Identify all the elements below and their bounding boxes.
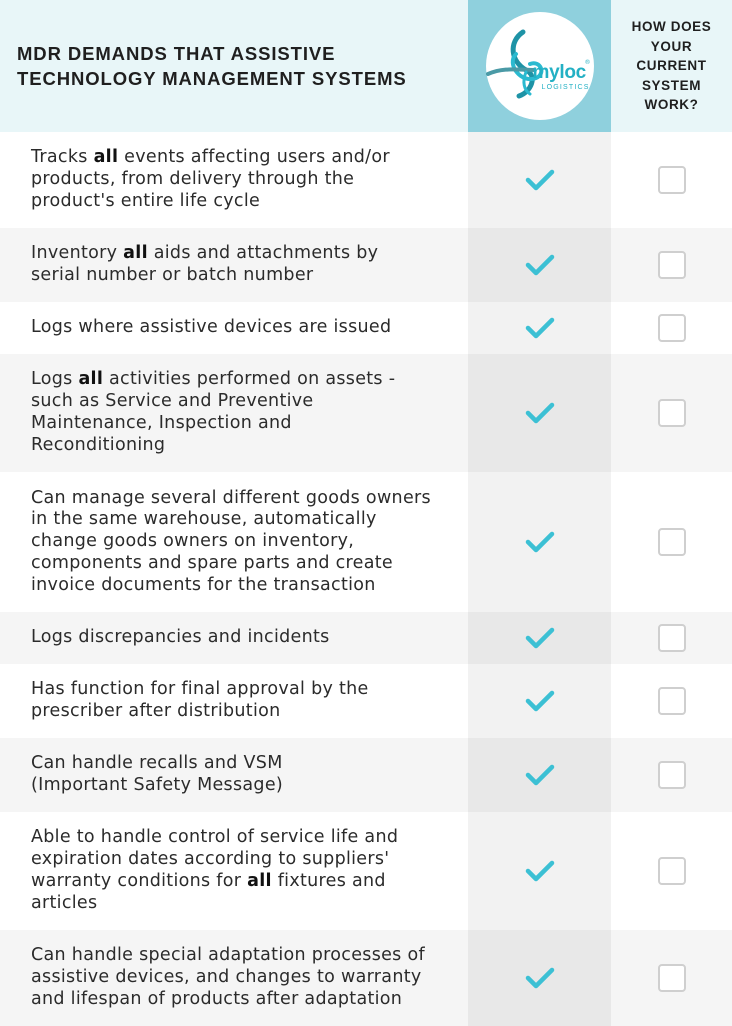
requirement-text <box>0 738 468 812</box>
check-icon <box>525 689 555 713</box>
myloc-column-header <box>468 0 611 132</box>
column-header-line: YOUR <box>650 38 693 54</box>
requirement-line: Logs where assistive devices are issued <box>31 317 392 338</box>
requirement-line: Maintenance, Inspection and <box>31 413 292 433</box>
empty-checkbox[interactable] <box>658 314 686 342</box>
requirement-line: invoice documents for the transaction <box>31 574 376 595</box>
requirement-text <box>0 472 468 612</box>
table-row <box>0 228 732 302</box>
emphasis-text: all <box>93 147 119 168</box>
current-system-column-header <box>611 0 732 132</box>
emphasis-text: all <box>123 243 148 264</box>
current-system-cell <box>611 302 732 354</box>
requirement-line: Can handle special adaptation processes of <box>31 945 425 966</box>
requirement-line: serial number or batch number <box>31 265 314 285</box>
requirement-line: Can manage several different goods owners <box>31 487 431 508</box>
myloc-cell <box>468 738 611 812</box>
logo-registered-mark: ® <box>584 59 591 66</box>
myloc-cell <box>468 472 611 612</box>
empty-checkbox[interactable] <box>658 399 686 427</box>
check-icon <box>525 253 555 277</box>
requirement-line: product's entire life cycle <box>31 190 261 211</box>
requirement-text <box>0 930 468 1026</box>
current-system-cell <box>611 664 732 738</box>
table-row <box>0 472 732 612</box>
page-title-line: MDR DEMANDS THAT ASSISTIVE <box>17 43 336 64</box>
column-header-line: SYSTEM <box>641 77 702 93</box>
table-row <box>0 664 732 738</box>
requirement-line: Tracks all events affecting users and/or <box>31 147 390 168</box>
table-header <box>0 0 732 132</box>
empty-checkbox[interactable] <box>658 624 686 652</box>
myloc-cell <box>468 930 611 1026</box>
check-icon <box>525 626 555 650</box>
current-system-cell <box>611 738 732 812</box>
check-icon <box>525 763 555 787</box>
requirement-line: products, from delivery through the <box>31 169 355 190</box>
current-system-cell <box>611 354 732 472</box>
requirement-line: articles <box>31 892 98 913</box>
current-system-cell <box>611 930 732 1026</box>
requirement-text <box>0 132 468 228</box>
table-row <box>0 302 732 354</box>
myloc-cell <box>468 354 611 472</box>
check-icon <box>525 168 555 192</box>
logo-subtitle: LOGISTICS <box>541 84 590 91</box>
myloc-cell <box>468 612 611 664</box>
requirement-line: and lifespan of products after adaptation <box>31 988 403 1009</box>
myloc-cell <box>468 302 611 354</box>
requirement-text <box>0 302 468 354</box>
empty-checkbox[interactable] <box>658 166 686 194</box>
current-system-cell <box>611 472 732 612</box>
check-icon <box>525 859 555 883</box>
requirement-line: assistive devices, and changes to warranty <box>31 967 422 988</box>
requirement-line: Has function for final approval by the <box>31 679 369 700</box>
requirement-line: expiration dates according to suppliers' <box>31 849 390 870</box>
requirement-line: Logs discrepancies and incidents <box>31 627 330 648</box>
requirement-line: in the same warehouse, automatically <box>31 509 377 530</box>
emphasis-text: all <box>247 871 272 891</box>
requirement-line: components and spare parts and create <box>31 552 393 573</box>
empty-checkbox[interactable] <box>658 687 686 715</box>
requirement-line: Logs all activities performed on assets - <box>31 369 396 390</box>
logo-wordmark: myloc <box>532 62 586 83</box>
empty-checkbox[interactable] <box>658 964 686 992</box>
requirement-text <box>0 612 468 664</box>
requirement-text <box>0 812 468 930</box>
requirement-line: warranty conditions for all fixtures and <box>31 871 386 891</box>
requirement-line: Reconditioning <box>31 434 166 455</box>
requirement-line: such as Service and Preventive <box>31 391 314 412</box>
empty-checkbox[interactable] <box>658 857 686 885</box>
page-title <box>0 0 468 132</box>
requirement-line: Inventory all aids and attachments by <box>31 243 379 264</box>
requirement-line: (Important Safety Message) <box>31 775 284 795</box>
myloc-cell <box>468 664 611 738</box>
requirement-text <box>0 228 468 302</box>
empty-checkbox[interactable] <box>658 251 686 279</box>
check-icon <box>525 316 555 340</box>
myloc-logo <box>486 12 594 120</box>
current-system-cell <box>611 612 732 664</box>
table-row <box>0 812 732 930</box>
requirement-line: Able to handle control of service life and <box>31 827 399 848</box>
requirements-table <box>0 132 732 1026</box>
requirement-text <box>0 354 468 472</box>
current-system-cell <box>611 812 732 930</box>
table-row <box>0 738 732 812</box>
column-header-line: CURRENT <box>636 58 707 74</box>
column-header-line: HOW DOES <box>631 19 712 35</box>
check-icon <box>525 530 555 554</box>
table-row <box>0 930 732 1026</box>
table-row <box>0 612 732 664</box>
requirement-line: Can handle recalls and VSM <box>31 753 283 774</box>
empty-checkbox[interactable] <box>658 761 686 789</box>
empty-checkbox[interactable] <box>658 528 686 556</box>
check-icon <box>525 966 555 990</box>
emphasis-text: all <box>78 369 104 390</box>
requirement-line: change goods owners on inventory, <box>31 531 355 552</box>
current-system-cell <box>611 228 732 302</box>
current-system-cell <box>611 132 732 228</box>
requirement-text <box>0 664 468 738</box>
myloc-cell <box>468 228 611 302</box>
table-row <box>0 132 732 228</box>
requirement-line: prescriber after distribution <box>31 701 281 721</box>
myloc-cell <box>468 132 611 228</box>
table-row <box>0 354 732 472</box>
column-header-line: WORK? <box>644 97 699 113</box>
check-icon <box>525 401 555 425</box>
page-title-line: TECHNOLOGY MANAGEMENT SYSTEMS <box>17 68 407 89</box>
myloc-cell <box>468 812 611 930</box>
